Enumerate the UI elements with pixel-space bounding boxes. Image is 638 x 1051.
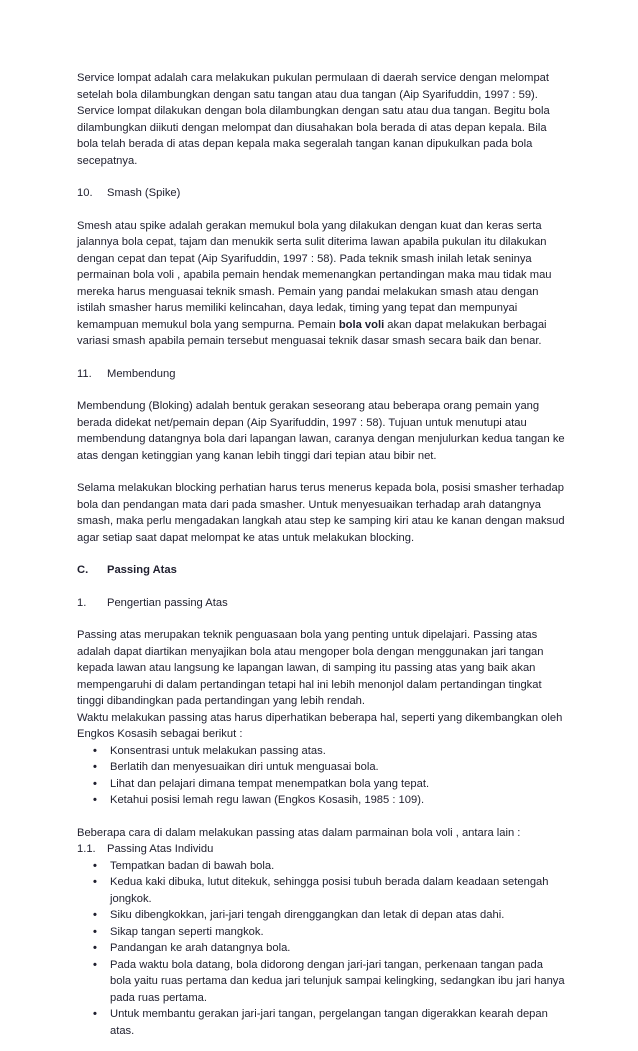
list-item: • Ketahui posisi lemah regu lawan (Engkos Kosasih, 1985 : 109).	[89, 792, 565, 809]
paragraph-membendung-2: Selama melakukan blocking perhatian harus terus menerus kepada bola, posisi smasher terhadap bola dan pendangan mata dari pada smasher. Untuk menyesuaikan terhadap arah datangnya smash, maka perlu mengadakan langkah atau step ke samping kiri atau ke kanan dengan maksud agar setiap saat dapat melompat ke atas untuk melakukan blocking.	[77, 482, 565, 544]
paragraph-smash-text-end: akan dapat melakukan berbagai variasi smash apabila pemain tersebut menguasai teknik dasar smash secara baik dan benar.	[77, 318, 547, 347]
document-page	[77, 70, 565, 1039]
subheading-title: Pengertian passing Atas	[107, 596, 228, 609]
paragraph-smash-text: Smesh atau spike adalah gerakan memukul bola yang dilakukan dengan kuat dan keras serta jalannya bola cepat, tajam dan menukik serta sulit diterima lawan apabila pukulan itu dilakukan dengan cepat dan tepat (Aip Syarifuddin, 1997 : 58). Pada teknik smash inilah letak seninya permainan bola voli , apabila pemain hendak memenangkan pertandingan maka mau tidak mau mereka harus menguasai teknik smash. Pemain yang pandai melakukan smash atau dengan istilah smasher harus memiliki kelincahan, daya ledak, timing yang tepat dan mempunyai kemampuan memukul bola yang sempurna. Pemain	[77, 219, 552, 331]
heading-letter: C.	[77, 564, 89, 576]
subheading-pengertian	[77, 595, 565, 612]
list-item: • Konsentrasi untuk melakukan passing atas.	[89, 743, 565, 760]
heading-smash	[77, 185, 565, 202]
list-item: • Pada waktu bola datang, bola didorong dengan jari-jari tangan, perkenaan tangan pada bola yaitu ruas pertama dan kedua jari telunjuk sampai kelingking, sedangkan ibu jari hanya pada ruas pertama.	[89, 957, 565, 1007]
heading-title: Passing Atas	[107, 564, 177, 576]
heading-title: Membendung	[107, 367, 176, 380]
list-item: • Tempatkan badan di bawah bola.	[89, 858, 565, 875]
heading-membendung	[77, 366, 565, 383]
paragraph-passing-1: Passing atas merupakan teknik penguasaan bola yang penting untuk dipelajari. Passing atas adalah dapat diartikan menyajikan bola atau mengoper bola dengan menggunakan jari tangan kepada lawan atau langsung ke lapangan lawan, di samping itu passing atas yang baik akan mempengaruhi di dalam pertandingan tetapi hal ini lebih menonjol dalam pertandingan tingkat tinggi dibandingkan pada pertandingan yang lebih rendah.	[77, 629, 544, 707]
paragraph-passing-2: Waktu melakukan passing atas harus diperhatikan beberapa hal, seperti yang dikembangkan oleh Engkos Kosasih sebagai berikut :	[77, 711, 563, 740]
list-item: • Pandangan ke arah datangnya bola.	[89, 940, 565, 957]
paragraph-smash-bold: bola voli	[338, 318, 385, 331]
list-item: • Berlatih dan menyesuaikan diri untuk menguasai bola.	[89, 759, 565, 776]
list-item: • Kedua kaki dibuka, lutut ditekuk, sehingga posisi tubuh berada dalam keadaan setengah jongkok.	[89, 874, 565, 907]
paragraph-passing-3: Beberapa cara di dalam melakukan passing atas dalam parmainan bola voli , antara lain :	[77, 826, 521, 839]
paragraph-smash	[77, 218, 565, 350]
bullet-list-passing-individu	[77, 858, 565, 1040]
list-item: • Sikap tangan seperti mangkok.	[89, 924, 565, 941]
subheading-title: Passing Atas Individu	[107, 843, 214, 855]
subheading-passing-individu	[77, 841, 565, 858]
heading-title: Smash (Spike)	[107, 187, 181, 199]
heading-number: 11.	[77, 367, 92, 380]
list-item: • Siku dibengkokkan, jari-jari tengah direnggangkan dan letak di depan atas dahi.	[89, 907, 565, 924]
list-item: • Lihat dan pelajari dimana tempat menempatkan bola yang tepat.	[89, 776, 565, 793]
heading-passing-atas	[77, 562, 565, 579]
bullet-list-passing-tips	[77, 743, 565, 809]
list-item: • Untuk membantu gerakan jari-jari tangan, pergelangan tangan digerakkan kearah depan atas.	[89, 1006, 565, 1039]
heading-number: 10.	[77, 187, 93, 199]
subheading-number: 1.	[77, 596, 87, 609]
paragraph-service-lompat: Service lompat adalah cara melakukan pukulan permulaan di daerah service dengan melompat setelah bola dilambungkan dengan satu tangan atau dua tangan (Aip Syarifuddin, 1997 : 59). Service lompat dilakukan dengan bola dilambungkan dengan satu atau dua tangan. Begitu bola dilambungkan diikuti dengan melompat dan diusahakan bola berada di atas depan kepala. Bila bola telah berada di atas depan kepala maka segeralah tangan kanan dipukulkan pada bola secepatnya.	[77, 72, 550, 167]
paragraph-membendung-1: Membendung (Bloking) adalah bentuk gerakan seseorang atau beberapa orang pemain yang berada didekat net/pemain depan (Aip Syarifuddin, 1997 : 58). Tujuan untuk menutupi atau membendung datangnya bola dari lapangan lawan, caranya dengan menjulurkan kedua tangan ke atas dengan ketinggian yang kanan lebih tinggi dari tepian atau bibir net.	[77, 400, 565, 462]
subheading-number: 1.1.	[77, 843, 96, 855]
